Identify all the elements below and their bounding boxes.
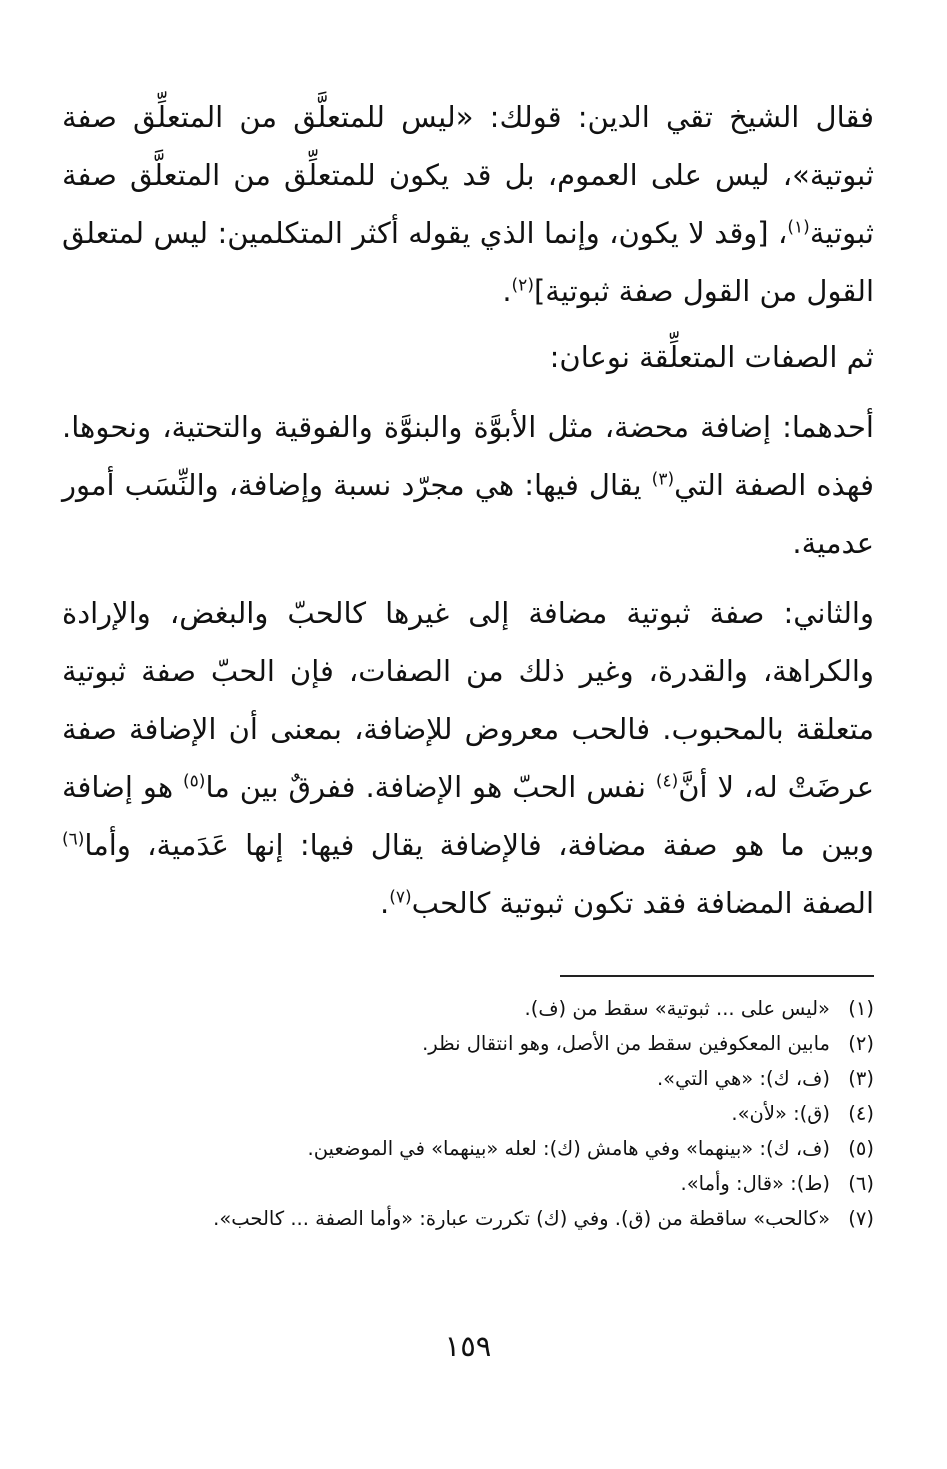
paragraph-4 [62,584,874,932]
footnote-ref-7: (٧) [389,887,412,908]
footnote-item [62,1201,874,1236]
footnote-number: (٢) [848,1032,874,1055]
footnote-ref-4: (٤) [655,771,679,792]
footnote-item [62,991,874,1026]
footnote-number: (٧) [848,1207,874,1230]
footnote-item [62,1166,874,1201]
footnote-number: (٤) [848,1102,874,1125]
footnote-ref-5: (٥) [183,771,206,792]
footnote-text: (ط): «قال: وأما». [680,1172,830,1195]
footnote-text: مابين المعكوفين سقط من الأصل، وهو انتقال نظر. [422,1032,830,1055]
paragraph-2-text-1: ثم الصفات المتعلِّقة نوعان: [549,340,874,374]
footnote-text: (ق): «لأن». [731,1102,830,1125]
paragraph-1-text-2: ، [وقد لا يكون، وإنما الذي يقوله أكثر المتكلمين: ليس لمتعلق القول من القول صفة ثبوتية] [62,216,874,308]
paragraph-1-text-1: فقال الشيخ تقي الدين: قولك: «ليس للمتعلَّق من المتعلِّق صفة ثبوتية»، ليس على العموم، بل قد يكون للمتعلِّق من المتعلَّق صفة ثبوتية [62,100,874,250]
paragraph-3 [62,398,874,572]
footnote-item [62,1096,874,1131]
footnotes-list [62,991,874,1236]
footnote-number: (٣) [848,1067,874,1090]
footnote-text: «كالحب» ساقطة من (ق). وفي (ك) تكررت عبارة: «وأما الصفة ... كالحب». [213,1207,830,1230]
footnote-ref-3: (٣) [651,469,675,490]
paragraph-2 [62,328,874,386]
page-number: ١٥٩ [444,1329,492,1363]
footnote-item [62,1026,874,1061]
footnote-number: (٦) [848,1172,874,1195]
main-text [62,88,874,932]
paragraph-4-text-2: نفس الحبّ هو الإضافة. ففرقٌ بين ما [205,770,656,804]
footnote-ref-2: (٢) [511,275,534,296]
footnote-text: (ف، ك): «بينهما» وفي هامش (ك): لعله «بينهما» في الموضعين. [307,1137,830,1160]
footnote-text: (ف، ك): «هي التي». [656,1067,830,1090]
paragraph-4-text-4: الصفة المضافة فقد تكون ثبوتية كالحب [411,886,874,920]
footnote-number: (١) [848,997,874,1020]
footnote-item [62,1061,874,1096]
paragraph-1 [62,88,874,320]
paragraph-4-text-5: . [379,886,390,920]
footnote-text: «ليس على ... ثبوتية» سقط من (ف). [524,997,830,1020]
footnote-number: (٥) [848,1137,874,1160]
paragraph-3-text-2: يقال فيها: هي مجرّد نسبة وإضافة، والنِّسَب أمور عدمية. [62,468,874,560]
paragraph-4-text-3: هو إضافة وبين ما هو صفة مضافة، فالإضافة يقال فيها: إنها عَدَمية، وأما [62,770,874,862]
paragraph-3-text-1: أحدهما: إضافة محضة، مثل الأبوَّة والبنوَّة والفوقية والتحتية، ونحوها. فهذه الصفة التي [62,410,874,502]
footnote-divider [560,975,874,977]
book-page [62,88,875,1363]
paragraph-1-text-3: . [502,274,512,308]
footnote-ref-1: (١) [787,217,810,238]
footnote-item [62,1131,874,1166]
footnote-ref-6: (٦) [62,829,85,850]
paragraph-4-text-1: والثاني: صفة ثبوتية مضافة إلى غيرها كالحبّ والبغض، والإرادة والكراهة، والقدرة، وغير ذلك من الصفات، فإن الحبّ صفة ثبوتية متعلقة بالمحبوب. فالحب معروض للإضافة، بمعنى أن الإضافة صفة عرضَتْ له، لا أنَّ [62,596,875,804]
